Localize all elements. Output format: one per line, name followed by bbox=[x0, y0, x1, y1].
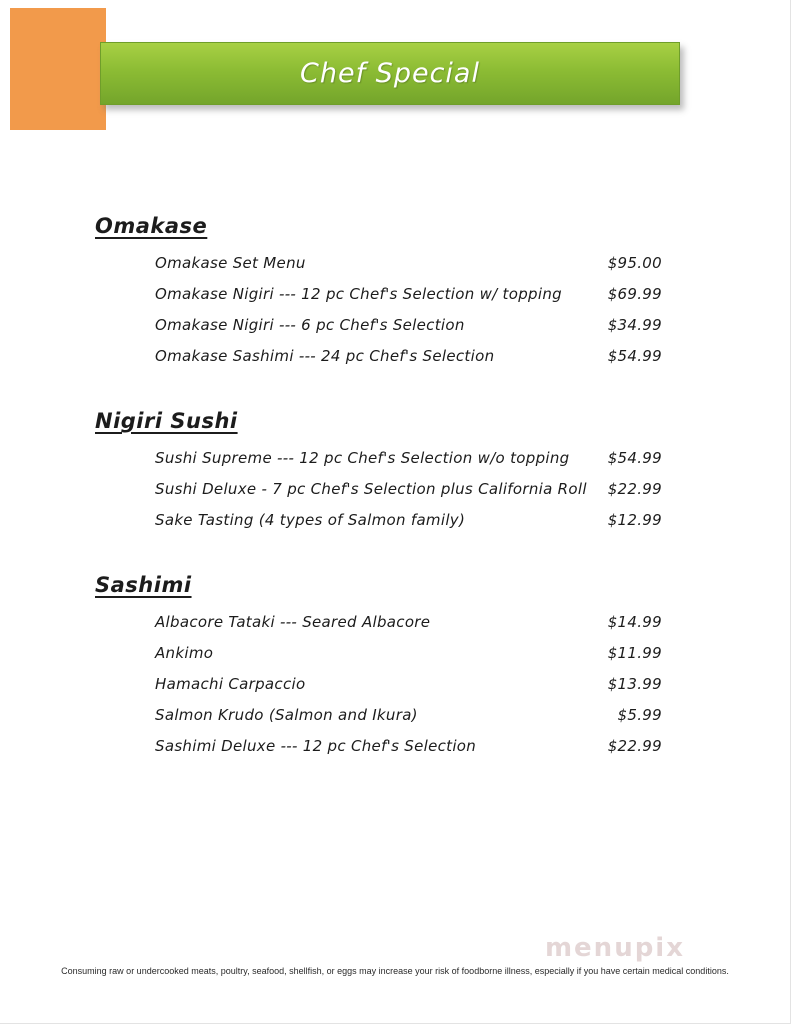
menu-item bbox=[155, 706, 662, 724]
menu-item bbox=[155, 644, 662, 662]
item-name: Omakase Nigiri --- 12 pc Chef's Selection w/ topping bbox=[155, 285, 562, 303]
item-name: Ankimo bbox=[155, 644, 214, 662]
section-items bbox=[95, 254, 662, 365]
page-title: Chef Special bbox=[300, 58, 480, 89]
menu-content bbox=[95, 214, 662, 768]
item-price: $54.99 bbox=[607, 347, 662, 365]
menu-item bbox=[155, 737, 662, 755]
item-price: $11.99 bbox=[607, 644, 662, 662]
menu-item bbox=[155, 254, 662, 272]
item-name: Omakase Sashimi --- 24 pc Chef's Selection bbox=[155, 347, 495, 365]
section-heading: Sashimi bbox=[95, 573, 192, 597]
item-name: Sake Tasting (4 types of Salmon family) bbox=[155, 511, 466, 529]
item-price: $54.99 bbox=[607, 449, 662, 467]
item-name: Albacore Tataki --- Seared Albacore bbox=[155, 613, 431, 631]
item-price: $69.99 bbox=[607, 285, 662, 303]
section-nigiri-sushi bbox=[95, 409, 662, 529]
orange-accent-block bbox=[10, 8, 106, 130]
item-price: $12.99 bbox=[607, 511, 662, 529]
section-omakase bbox=[95, 214, 662, 365]
item-price: $14.99 bbox=[607, 613, 662, 631]
menu-item bbox=[155, 511, 662, 529]
section-items bbox=[95, 449, 662, 529]
menu-item bbox=[155, 675, 662, 693]
item-name: Hamachi Carpaccio bbox=[155, 675, 306, 693]
item-price: $13.99 bbox=[607, 675, 662, 693]
item-price: $5.99 bbox=[617, 706, 662, 724]
menu-item bbox=[155, 285, 662, 303]
menu-item bbox=[155, 316, 662, 334]
section-heading: Nigiri Sushi bbox=[95, 409, 238, 433]
menu-item bbox=[155, 613, 662, 631]
item-price: $22.99 bbox=[607, 737, 662, 755]
item-name: Sushi Supreme --- 12 pc Chef's Selection w/o topping bbox=[155, 449, 570, 467]
item-price: $22.99 bbox=[607, 480, 662, 498]
item-price: $34.99 bbox=[607, 316, 662, 334]
item-price: $95.00 bbox=[607, 254, 662, 272]
menu-item bbox=[155, 449, 662, 467]
health-disclaimer: Consuming raw or undercooked meats, poultry, seafood, shellfish, or eggs may increase your risk of foodborne illness, especially if you have certain medical conditions. bbox=[61, 966, 729, 976]
section-sashimi bbox=[95, 573, 662, 755]
section-items bbox=[95, 613, 662, 755]
item-name: Omakase Nigiri --- 6 pc Chef's Selection bbox=[155, 316, 465, 334]
menu-item bbox=[155, 347, 662, 365]
item-name: Omakase Set Menu bbox=[155, 254, 306, 272]
item-name: Salmon Krudo (Salmon and Ikura) bbox=[155, 706, 418, 724]
item-name: Sashimi Deluxe --- 12 pc Chef's Selection bbox=[155, 737, 477, 755]
section-heading: Omakase bbox=[95, 214, 208, 238]
menupix-watermark: menupix bbox=[544, 933, 685, 963]
chef-special-banner bbox=[100, 42, 680, 105]
menu-item bbox=[155, 480, 662, 498]
item-name: Sushi Deluxe - 7 pc Chef's Selection plus California Roll bbox=[155, 480, 587, 498]
